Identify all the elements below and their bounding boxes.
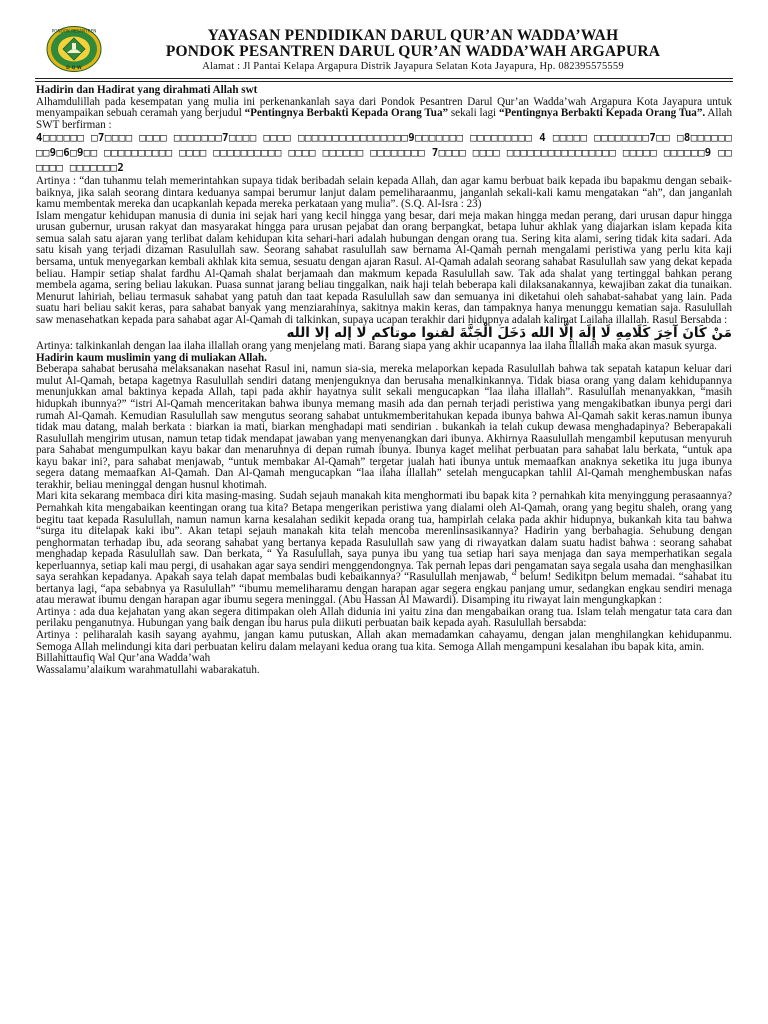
hadith-translation: Artinya: talkinkanlah dengan laa ilaha illallah orang yang menjelang mati. Barang siapa yang akhir ucapannya laa ilaha illallah maka akan masuk syurga. [36, 340, 717, 353]
svg-text:D Q W: D Q W [66, 66, 82, 71]
intro-text-1: Alhamdulillah pada kesempatan yang mulia ini perkenankanlah saya dari Pondok Pesantren Darul Qur’an Wadda’wah Argapura Kota Jayapura untuk menyampaikan sebuah ceramah yang berjudul [36, 95, 732, 120]
story-paragraph: Beberapa sahabat berusaha melaksanakan nasehat Rasul ini, namun sia-sia, mereka melaporkan kepada Rasulullah bahwa tak sepatah katapun keluar dari mulut Al-Qamah, betapa kagetnya Rasulullah sendiri datang menjenguknya dan berusaha menalkinkannya. Tidak biasa orang yang dalam kehidupannya menunjukkan amal baktinya kepada Allah, tapi pada akhir hayatnya sulit sekali mengucapkan “laa ilaha illallah”. Rasulullah menanyakkan, “masih hidupkah ibunnya?” “istri Al-Qamah menceritakan bahwa ibunya memang masih ada dan pernah terjadi peristiwa yang mengakibatkan ibunya pergi dari rumah Al-Qamah. Kemudian Rasulullah saw mengutus seorang sahabat untukmemberitahukan kepada ibunya bahwa Al-Qamah sakit keras.namun ibunya tidak mau datang, malah berkata : biarkan ia mati, biarkan menghadapi mati sendirian . bukankah ia telah cukup dewasa menghadapinya? Beberapakali Rasulullah mengirim utusan, namun tetap tidak mendapat jawaban yang menyenangkan dari ibunya. Akhirnya Raasulullah mengambil keputusan menyuruh para Sahabat mengumpulkan kayu bakar dan menaruhnya di depan rumah ibunya. Ibunya kaget melihat perbuatan para sahabat lalu berkata, “untuk apa kayu bakar ini?, para sahabat menjawab, “untuk membakar Al-Qamah” tergetar jualah hati ibunya untuk memaafkan anaknya seketika itu juga ibunya segera datang memaafkan Al-Qamah. Dan Al-Qamah mengucapkan “laa ilaha illallah” setelah mengucapkan tahlil Al-Qamah menghembuskan nafas terakhir, beliau meninggal dengan husnul khotimah. [36, 363, 732, 491]
section-heading: Hadirin kaum muslimin yang di muliakan Allah. [36, 351, 267, 364]
hadith-arabic: مَنْ كَانَ آخِرَ كَلَامِهِ لَا إِلَهَ إِلَّا الله دَخَلَ الْجَنَّةَ لقنوا موتاكم لا إله إلا الله [286, 325, 732, 342]
intro-text-3: Allah SWT berfirman : [36, 107, 733, 131]
header-rule-thick [35, 78, 733, 79]
header-rule-thin [35, 81, 733, 82]
greeting-heading: Hadirin dan Hadirat yang dirahmati Allah swt [36, 84, 258, 96]
sermon-body [36, 85, 732, 676]
quran-verse-unrendered: 4□□□□□□ □7□□□□ □□□□ □□□□□□□7□□□□ □□□□ □□□□□□□□□□□□□□□□9□□□□□□□ □□□□□□□□□ 4 □□□□□ □□□□□□□□7□□ □8□□□□□□ □□9□6□9□□ □□□□□□□□□□ □□□□ □□□□□□□□□□ □□□□ □□□□□□ □□□□□□□□ 7□□□□ □□□□ □□□□□□□□□□□□□□□□ □□□□□ □□□□□□9 □□□□□□ □□□□□□□2 [36, 132, 732, 175]
story-intro-paragraph: Islam mengatur kehidupan manusia di dunia ini sejak hari yang kecil hingga yang besar, dari meja makan hingga medan perang, dari urusan dapur hingga urusan gubernur, urusan rakyat dan masyarakat hingga para urusan pejabat dan orang berpangkat, betapa luhur akhlak yang diajarkan islam kepada kita semua salah satu ajaran yang terlibat dalam kehidupan kita sehari-hari adalah hubungan dengan orang tua. Sering kita alami, sering tidak kita sadari. Ada satu kisah yang terjadi dizaman Rasulullah saw. Seorang sahabat rasulullah saw bernama Al-Qamah pernah mengalami peristiwa yang perlu kita kaji bersama, untuk menyegarkan kembali akhlak kita semua, sesuatu dengan ajaran Rasul. Al-Qamah adalah seorang sahabat Rasulullah saw yang dekat kepada beliau. Hampir setiap shalat fardhu Al-Qamah shalat berjamaah dan makmum kepada Rasulullah saw. Tak ada shalat yang tertinggal bahkan perang membela agama, sering beliau lakukan. Puasa sunnat jarang beliau tinggalkan, naik haji telah beberapa kali dilaksanakannya, kewajiban zakat dia tunaikan. Menurut lahiriah, beliau termasuk sahabat yang patuh dan taat kepada Rasulullah saw dan semuanya ini diketahui oleh sahabat-sahabat yang lain. Pada suatu hari beliau sakit keras, para sahabat banyak yang menziarahinya, sakitnya makin keras, dan tampaknya hanya menunggu kematian saja. Rasulullah saw menasehatkan kepada para sahabat agar Al-Qamah di talkinkan, supaya ucapan terakhir dari hidupnya adalah kalimat Lailaha illallah. Rasul Bersabda : [36, 209, 732, 326]
translation-paragraph: Artinya : “dan tuhanmu telah memerintahkan supaya tidak beribadah selain kepada Allah, dan agar kamu berbuat baik kepada ibu bapakmu dengan sebaik-baiknya, jika salah seorang dintara keduanya sampai berumur lanjut dalam pemeliharaanmu, janganlah sekali-kali kamu mengatakan “ah”, dan janganlah kamu membentak mereka dan ucapkanlah kepada mereka perkataan yang mulia”. (S.Q. Al-Isra : 23) [36, 175, 732, 211]
sermon-title: “Pentingnya Berbakti Kepada Orang Tua” [244, 107, 449, 120]
translation-paragraph-3: Artinya : ada dua kejahatan yang akan segera ditimpakan oleh Allah didunia ini yaitu zina dan mengabaikan orang tua. Islam telah mengatur tata cara dan perilaku penganutnya. Hubungan yang baik dengan ibu harus pula diikuti perbuatan baik kepada ayah. Rasulullah bersabda: [36, 605, 732, 630]
sermon-title-repeat: “Pentingnya Berbakti Kepada Orang Tua”. [498, 107, 706, 120]
intro-paragraph [36, 97, 732, 132]
intro-text-2: sekali lagi [448, 107, 499, 120]
closing-line-2: Wassalamu’alaikum warahmatullahi wabarakatuh. [36, 663, 260, 676]
svg-text:PONDOK PESANTREN: PONDOK PESANTREN [51, 28, 97, 34]
address-line: Alamat : Jl Pantai Kelapa Argapura Distrik Jayapura Selatan Kota Jayapura, Hp. 082395575559 [202, 61, 624, 72]
closing-line-1: Billahittaufiq Wal Qur’ana Wadda’wah [36, 652, 211, 665]
foundation-name: YAYASAN PENDIDIKAN DARUL QUR’AN WADDA’WAH [207, 27, 619, 44]
reflection-paragraph: Mari kita sekarang membaca diri kita masing-masing. Sudah sejauh manakah kita menghormati ibu bapak kita ? pernahkah kita menyinggung perasaannya? Pernahkah kita mengabaikan keentingan orang tua kita? Betapa mengerikan peristiwa yang dialami oleh Al-Qamah, orang yang begitu shaleh, orang yang begitu taat kepada Rasulullah, namun namun karna kesalahan sedikit kepada orang tua, hampirlah celaka pada akhir hidupnya, bukankah kita tau bahwa “surga itu ditelapak kaki ibu”. Akan tetapi sejauh manakah kita telah mencoba merenlinsasikannya? Hadirin yang berbahagia. Sehubung dengan penghormatan terhadap ibu, ada seorang sahabat yang bertanya kepada Rasulullah saw yang di riwayatkan dalam suatu hadist bahwa : seorang sahabat menghadap kepada Rasulullah saw. Dan berkata, “ Ya Rasulullah, saya punya ibu yang tua setiap hari saya menjaga dan saya memperhatikan segala keperluannya, setiap kali mau pergi, di usahakan agar saya sendiri menggendongnya. Tak pernah lepas dari pengamatan saya segala usaha dan menghasilkan saya serahkan kepadanya. Apakah saya telah dapat membalas budi kebaikannya? “Rasulullah menjawab, “ belum! Sedikitpn belum memadai. “sahabat itu bertanya lagi, “apa sebabnya ya Rasulullah” “ibumu memeliharamu dengan harapan agar segera engkau panjang umur, sedangkan engkau sendiri menaga atau merawat ibumu dengan harapan agar ibumu segera meninggal. (Abu Hassan Al Mawardi). Disamping itu riwayat lain mengungkapkan : [36, 490, 732, 607]
pesantren-name: PONDOK PESANTREN DARUL QUR’AN WADDA’WAH ARGAPURA [165, 43, 661, 60]
translation-paragraph-4: Artinya : peliharalah kasih sayang ayahmu, jangan kamu putuskan, Allah akan memadamkan cahayamu, dengan jalan menghilangkan kehidupanmu. Semoga Allah melindungi kita dari perbuatan keliru dalam melayani kedua orang tua kita. Semoga Allah mengampuni kesalahan ibu bapak kita, amin. [36, 628, 732, 653]
letterhead [0, 0, 768, 84]
